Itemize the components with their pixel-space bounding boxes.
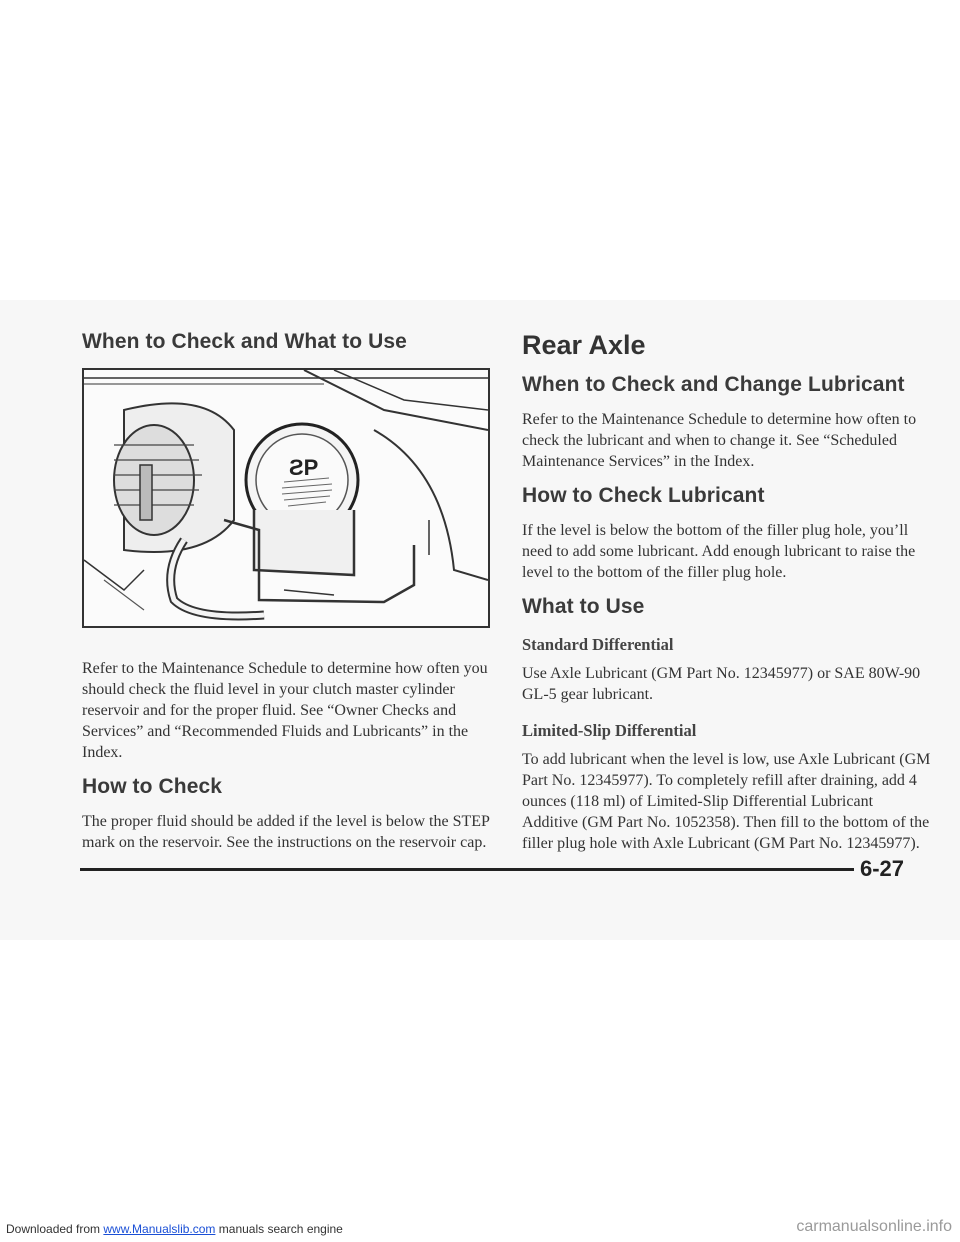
download-footer: [6, 1222, 343, 1236]
limited-slip-text: To add lubricant when the level is low, use Axle Lubricant (GM Part No. 12345977). To completely refill after draining, add 4 ounces (118 ml) of Limited-Slip Differential Lubricant Additive (GM Part No. 1052358). Then fill to the bottom of the filler plug hole with Axle Lubricant (GM Part No. 12345977).: [522, 751, 931, 852]
left-paragraph-2: The proper fluid should be added if the level is below the STEP mark on the reservoir. See the instructions on the reservoir cap.: [82, 813, 490, 851]
heading-when-to-check-change: When to Check and Change Lubricant: [522, 373, 905, 396]
footer-suffix: manuals search engine: [215, 1222, 343, 1236]
reservoir-illustration: [82, 368, 490, 628]
subheading-standard-differential: Standard Differential: [522, 635, 674, 654]
watermark: carmanualsonline.info: [796, 1218, 952, 1235]
clutch-reservoir-drawing: [84, 370, 488, 626]
svg-text:ƧP: ƧP: [289, 455, 319, 480]
heading-how-to-check: How to Check: [82, 775, 223, 798]
section-title-rear-axle: Rear Axle: [522, 330, 646, 360]
bottom-rule: [80, 868, 854, 871]
left-paragraph-1: Refer to the Maintenance Schedule to determine how often you should check the fluid level in your clutch master cylinder reservoir and for the proper fluid. See “Owner Checks and Services” and “Recommended Fluids and Lubricants” in the Index.: [82, 660, 488, 761]
manualslib-link[interactable]: www.Manualslib.com: [103, 1222, 216, 1236]
right-column: [522, 318, 932, 864]
left-column: [82, 318, 492, 863]
footer-prefix: Downloaded from: [6, 1222, 104, 1236]
subheading-limited-slip: Limited-Slip Differential: [522, 721, 697, 740]
heading-what-to-use: What to Use: [522, 595, 645, 618]
heading-when-to-check: When to Check and What to Use: [82, 330, 407, 353]
page-number: 6-27: [860, 856, 905, 881]
heading-how-to-check-lubricant: How to Check Lubricant: [522, 484, 765, 507]
standard-differential-text: Use Axle Lubricant (GM Part No. 12345977) or SAE 80W-90 GL-5 gear lubricant.: [522, 665, 921, 703]
right-paragraph-1: Refer to the Maintenance Schedule to determine how often to check the lubricant and when to change it. See “Scheduled Maintenance Services” in the Index.: [522, 411, 917, 470]
right-paragraph-2: If the level is below the bottom of the filler plug hole, you’ll need to add some lubricant. Add enough lubricant to raise the level to the bottom of the filler plug hole.: [522, 522, 916, 581]
